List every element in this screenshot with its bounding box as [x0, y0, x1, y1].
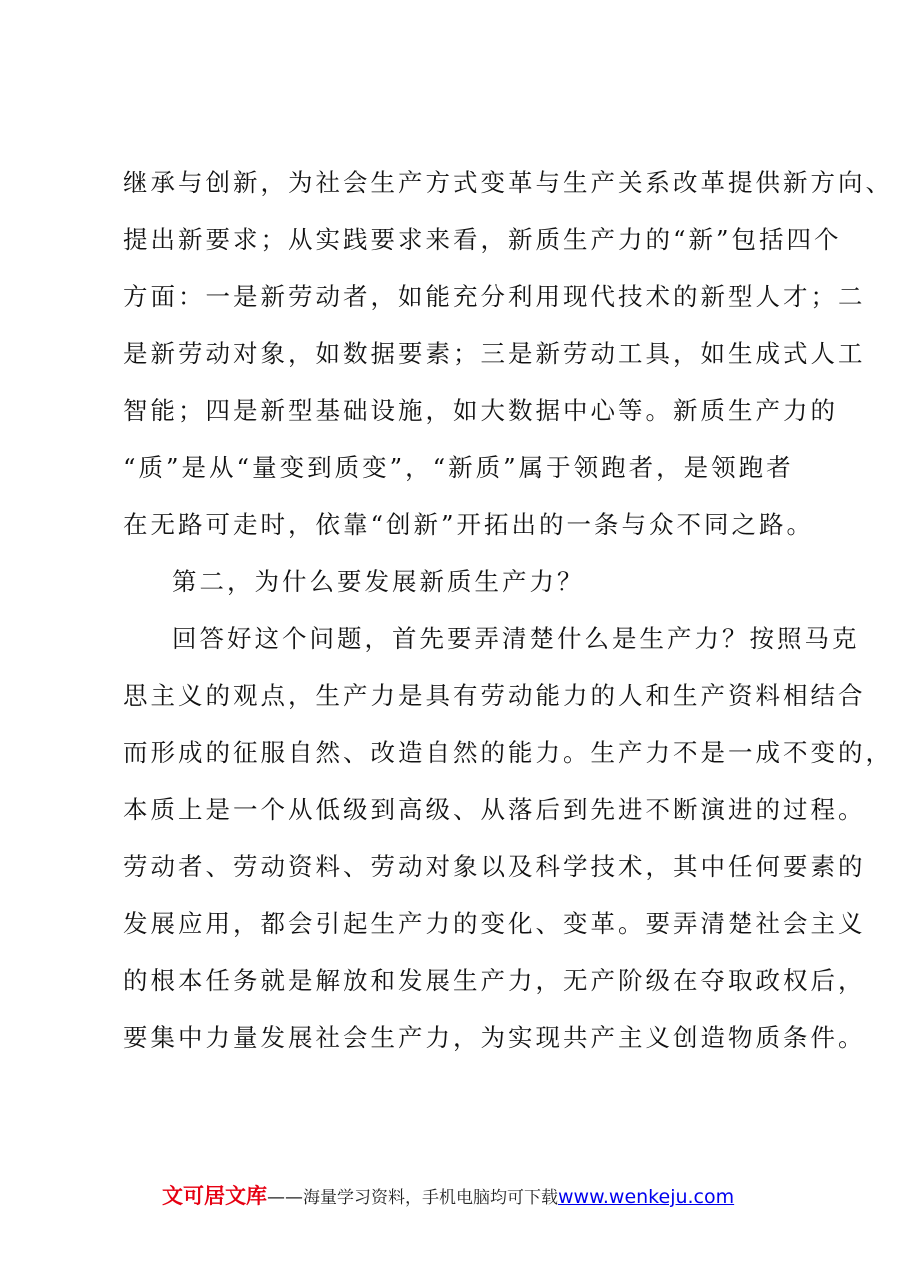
footer-banner — [162, 1181, 734, 1213]
text-line: 思主义的观点，生产力是具有劳动能力的人和生产资料相结合 — [123, 681, 866, 710]
footer-brand-name: 文可居文库 — [162, 1184, 267, 1208]
text-line: 而形成的征服自然、改造自然的能力。生产力不是一成不变的， — [123, 738, 893, 767]
footer-tagline: 海量学习资料，手机电脑均可下载 — [303, 1188, 558, 1208]
text-line: “质”是从“量变到质变”，“新质”属于领跑者，是领跑者 — [123, 453, 794, 482]
body-text — [123, 154, 893, 1066]
text-line: 智能；四是新型基础设施，如大数据中心等。新质生产力的 — [123, 396, 838, 425]
section-heading: 第二，为什么要发展新质生产力？ — [172, 567, 585, 596]
text-line: 在无路可走时，依靠“创新”开拓出的一条与众不同之路。 — [123, 510, 815, 539]
text-line: 的根本任务就是解放和发展生产力，无产阶级在夺取政权后， — [123, 966, 866, 995]
text-line: 提出新要求；从实践要求来看，新质生产力的“新”包括四个 — [123, 225, 842, 254]
text-line: 是新劳动对象，如数据要素；三是新劳动工具，如生成式人工 — [123, 339, 866, 368]
text-line: 劳动者、劳动资料、劳动对象以及科学技术，其中任何要素的 — [123, 852, 866, 881]
text-line: 本质上是一个从低级到高级、从落后到先进不断演进的过程。 — [123, 795, 866, 824]
text-line: 方面：一是新劳动者，如能充分利用现代技术的新型人才；二 — [123, 282, 866, 311]
text-line: 要集中力量发展社会生产力，为实现共产主义创造物质条件。 — [123, 1023, 866, 1052]
text-line: 发展应用，都会引起生产力的变化、变革。要弄清楚社会主义 — [123, 909, 866, 938]
text-line: 继承与创新，为社会生产方式变革与生产关系改革提供新方向、 — [123, 168, 893, 197]
footer-website-link[interactable]: www.wenkeju.com — [558, 1186, 735, 1208]
paragraph-first-line: 回答好这个问题，首先要弄清楚什么是生产力？按照马克 — [172, 624, 860, 653]
footer-dash: —— — [267, 1187, 303, 1208]
